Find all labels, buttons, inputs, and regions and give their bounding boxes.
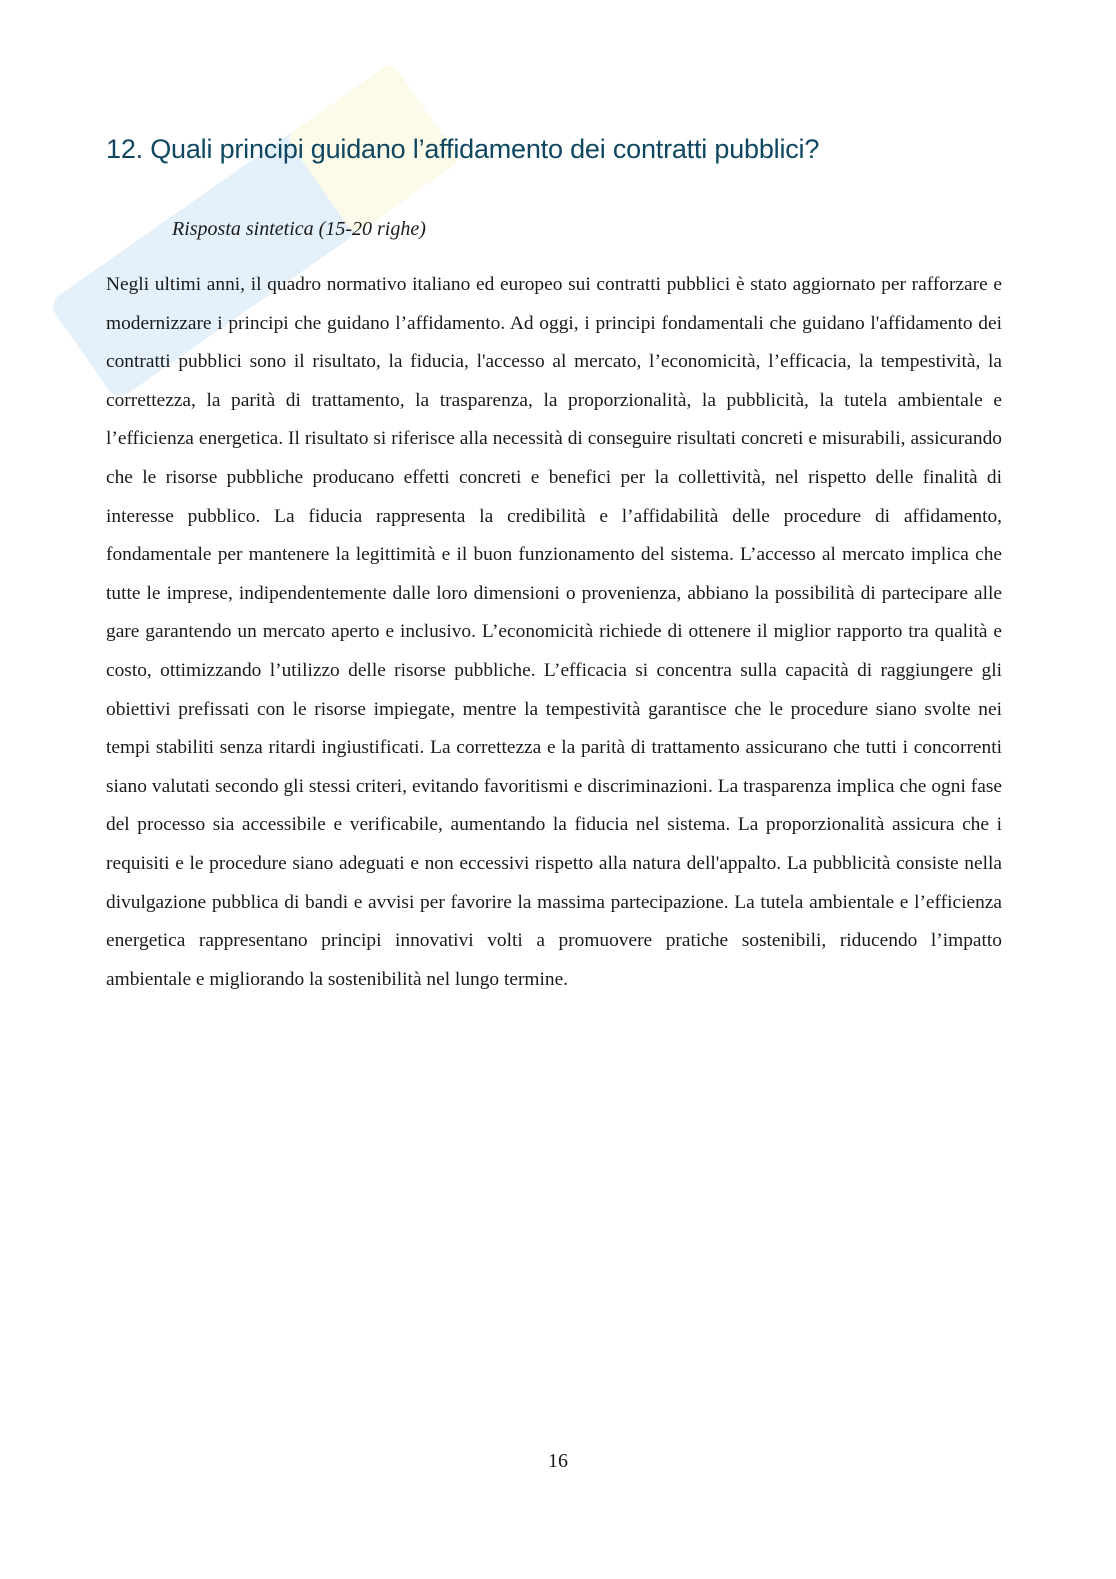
answer-subtitle: Risposta sintetica (15-20 righe) <box>172 218 426 240</box>
page-number: 16 <box>548 1450 568 1472</box>
page-title: 12. Quali principi guidano l’affidamento dei contratti pubblici? <box>106 134 820 164</box>
answer-paragraph: Negli ultimi anni, il quadro normativo italiano ed europeo sui contratti pubblici è stato aggiornato per rafforzare e modernizzare i principi che guidano l’affidamento. Ad oggi, i principi fondamentali che guidano l'affidamento dei contratti pubblici sono il risultato, la fiducia, l'accesso al mercato, l’economicità, l’efficacia, la tempestività, la correttezza, la parità di trattamento, la trasparenza, la proporzionalità, la pubblicità, la tutela ambientale e l’efficienza energetica. Il risultato si riferisce alla necessità di conseguire risultati concreti e misurabili, assicurando che le risorse pubbliche producano effetti concreti e benefici per la collettività, nel rispetto delle finalità di interesse pubblico. La fiducia rappresenta la credibilità e l’affidabilità delle procedure di affidamento, fondamentale per mantenere la legittimità e il buon funzionamento del sistema. L’accesso al mercato implica che tutte le imprese, indipendentemente dalle loro dimensioni o provenienza, abbiano la possibilità di partecipare alle gare garantendo un mercato aperto e inclusivo. L’economicità richiede di ottenere il miglior rapporto tra qualità e costo, ottimizzando l’utilizzo delle risorse pubbliche. L’efficacia si concentra sulla capacità di raggiungere gli obiettivi prefissati con le risorse impiegate, mentre la tempestività garantisce che le procedure siano svolte nei tempi stabiliti senza ritardi ingiustificati. La correttezza e la parità di trattamento assicurano che tutti i concorrenti siano valutati secondo gli stessi criteri, evitando favoritismi e discriminazioni. La trasparenza implica che ogni fase del processo sia accessibile e verificabile, aumentando la fiducia nel sistema. La proporzionalità assicura che i requisiti e le procedure siano adeguati e non eccessivi rispetto alla natura dell'appalto. La pubblicità consiste nella divulgazione pubblica di bandi e avvisi per favorire la massima partecipazione. La tutela ambientale e l’efficienza energetica rappresentano principi innovativi volti a promuovere pratiche sostenibili, riducendo l’impatto ambientale e migliorando la sostenibilità nel lungo termine. <box>106 274 1002 990</box>
